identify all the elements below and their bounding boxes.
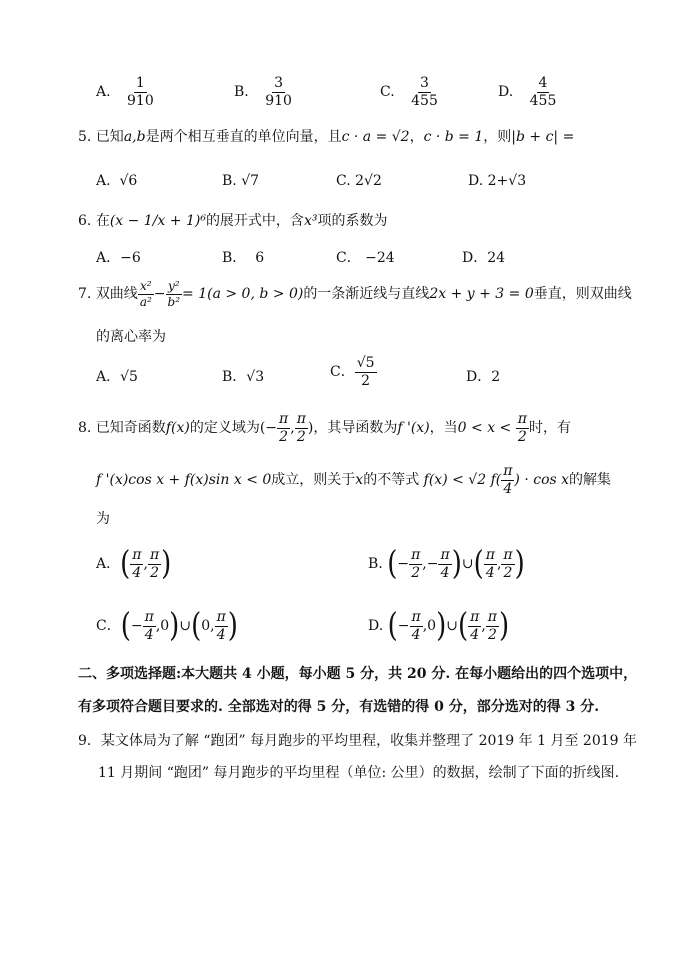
q5-option-b[interactable]: B. √7 <box>222 173 260 189</box>
q4-option-b[interactable]: B. $\frac{3}{910}$ <box>234 75 292 109</box>
q8-option-c[interactable]: C． ( − $\frac{\pi}{4}$ ,0 ) ∪ ( 0, $\frac{\pi}{4}$ ) <box>96 607 238 645</box>
q5-stem: 5. 已知a,b是两个相互垂直的单位向量，且c · a = √2，c · b = 1，则|b + c| = <box>78 129 575 145</box>
x-range: 0 < x < $\frac{\pi}{2}$ <box>457 411 527 445</box>
x-squared-over-a-squared: $\frac{\text{x²}}{\text{a²}}$ <box>139 279 152 309</box>
q6-option-b[interactable]: B． 6 <box>222 250 265 266</box>
q8-stem: 8. 已知奇函数 f(x) 的定义域为 (− $\frac{\pi}{2}$ , $\frac{\pi}{2}$ ) ，其导函数为 f '(x) ，当 0 < x < $\frac{\pi}{2}$ 时，有 <box>78 411 571 445</box>
q4-option-a[interactable]: A. $\frac{1}{910}$ <box>96 75 154 109</box>
q5-option-a[interactable]: A. √6 <box>96 173 138 189</box>
expansion-expression: (x − 1/x + 1)⁶ <box>109 213 206 229</box>
q8-stem-cont2: 为 <box>96 511 110 527</box>
q7-option-d[interactable]: D．2 <box>466 369 501 385</box>
q6-option-c[interactable]: C． −24 <box>336 250 395 266</box>
fraction: $\frac{3}{455}$ <box>411 75 438 109</box>
q6-option-d[interactable]: D．24 <box>462 250 506 266</box>
q7-stem-cont: 的离心率为 <box>96 329 166 345</box>
section2-line1: 二、多项选择题:本大题共 4 小题，每小题 5 分，共 20 分. 在每小题给出的四个选项中， <box>78 666 638 682</box>
root5-over-2: $\frac{√5}{2}$ <box>356 355 375 389</box>
q4-option-d[interactable]: D. $\frac{4}{455}$ <box>498 75 557 109</box>
y-squared-over-b-squared: $\frac{\text{y²}}{\text{b²}}$ <box>167 279 181 309</box>
q7-option-a[interactable]: A．√5 <box>96 369 138 385</box>
fraction: $\frac{1}{910}$ <box>127 75 154 109</box>
q8-option-b[interactable]: B. ( − $\frac{\pi}{2}$ ,− $\frac{\pi}{4}$ ) ∪ ( $\frac{\pi}{4}$ , $\frac{\pi}{2}$ ) <box>368 545 525 583</box>
inequality-expression: f(x) < √2 f( $\frac{\pi}{4}$ ) · cos x <box>419 463 570 497</box>
q6-option-a[interactable]: A．−6 <box>96 250 141 266</box>
section2-line2: 有多项符合题目要求的. 全部选对的得 5 分，有选错的得 0 分，部分选对的得 3 分. <box>78 699 600 715</box>
fraction: $\frac{4}{455}$ <box>529 75 557 109</box>
q9-line1: 9．某文体局为了解 “跑团” 每月跑步的平均里程，收集并整理了 2019 年 1 月至 2019 年 <box>78 733 637 749</box>
q8-option-d[interactable]: D. ( − $\frac{\pi}{4}$ ,0 ) ∪ ( $\frac{\pi}{4}$ , $\frac{\pi}{2}$ ) <box>368 607 510 645</box>
q9-line2: 11 月期间 “跑团” 每月跑步的平均里程（单位: 公里）的数据，绘制了下面的折线图. <box>98 765 620 781</box>
vector-ab: a,b <box>123 129 146 145</box>
domain-interval: (− $\frac{\pi}{2}$ , $\frac{\pi}{2}$ ) <box>259 411 314 445</box>
q5-option-d[interactable]: D. 2+√3 <box>468 173 527 189</box>
q8-stem-cont: f '(x)cos x + f(x)sin x < 0 成立，则关于 x 的不等式 f(x) < √2 f( $\frac{\pi}{4}$ ) · cos x 的解集 <box>96 463 612 497</box>
q7-stem: 7. 双曲线 $\frac{\text{x²}}{\text{a²}}$ − $\frac{\text{y²}}{\text{b²}}$ = 1(a > 0, b > 0) 的一条渐近线与直线 2x + y + 3 = 0 垂直，则双曲线 <box>78 279 632 309</box>
q8-option-a[interactable]: A． ( $\frac{\pi}{4}$ , $\frac{\pi}{2}$ ) <box>96 545 172 583</box>
q7-option-c[interactable]: C． $\frac{√5}{2}$ <box>330 355 375 389</box>
fraction: $\frac{3}{910}$ <box>265 75 292 109</box>
q5-option-c[interactable]: C. 2√2 <box>336 173 382 189</box>
q6-stem: 6. 在(x − 1/x + 1)⁶的展开式中，含x³项的系数为 <box>78 213 388 229</box>
q7-option-b[interactable]: B．√3 <box>222 369 265 385</box>
q4-option-c[interactable]: C. $\frac{3}{455}$ <box>380 75 438 109</box>
